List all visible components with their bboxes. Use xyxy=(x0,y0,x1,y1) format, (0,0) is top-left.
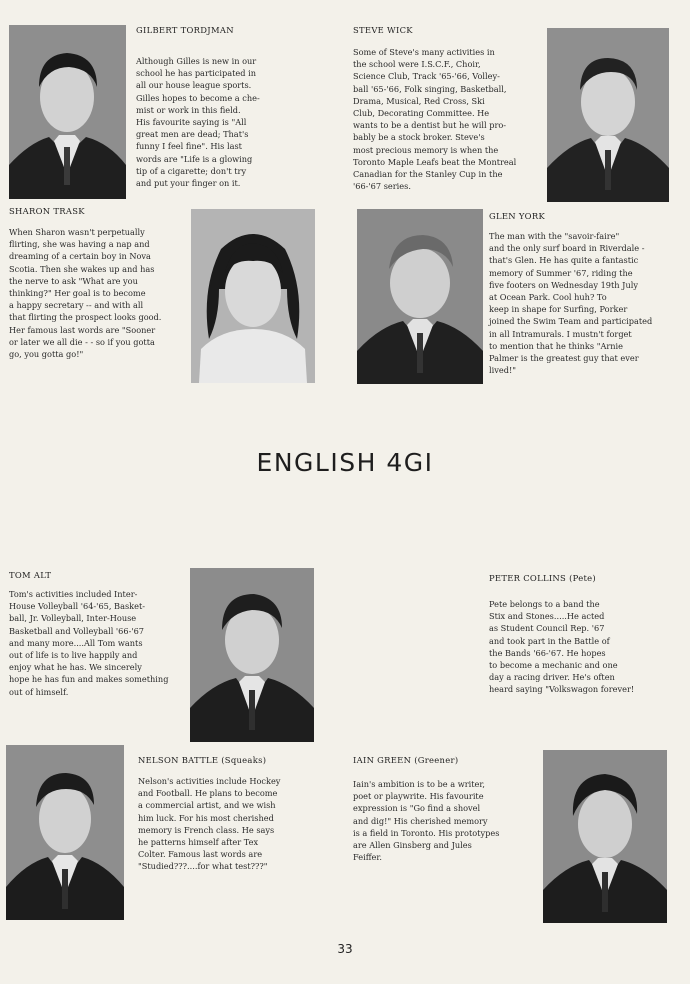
portrait-photo-sharon xyxy=(191,209,315,383)
student-name: GILBERT TORDJMAN xyxy=(136,25,234,35)
portrait-photo-gilbert xyxy=(9,25,126,199)
student-bio: Iain's ambition is to be a writer, poet or playwrite. His favourite expression is "Go find a shovel and dig!" His cherished memory is a field in Toronto. His prototypes are Allen Ginsberg and Jules Feiffer. xyxy=(353,779,500,863)
student-bio: When Sharon wasn't perpetually flirting, she was having a nap and dreaming of a certain boy in Nova Scotia. Then she wakes up and has the nerve to ask "What are you thinking?" Her goal is to become a happy secretary -- and with all that flirting the prospect looks good. Her famous last words are "Sooner or later we all die - - so if you gotta go, you gotta go!" xyxy=(9,227,162,360)
student-name xyxy=(489,573,596,583)
portrait-photo-steve xyxy=(547,28,669,202)
student-name: STEVE WICK xyxy=(353,25,413,35)
student-bio: Pete belongs to a band the Stix and Stones.....He acted as Student Council Rep. '67 and took part in the Battle of the Bands '66-'67. He hopes to become a mechanic and one day a racing driver. He's often heard saying "Volkswagon forever! xyxy=(489,599,635,695)
student-bio: Some of Steve's many activities in the school were I.S.C.F., Choir, Science Club, Track '65-'66, Volley- ball '65-'66, Folk singing, Basketball, Drama, Musical, Red Cross, Ski Club, Decorating Committee. He wants to be a dentist but he will pro- bably be a stock broker. Steve's most precious memory is when the Toronto Maple Leafs beat the Montreal Canadian for the Stanley Cup in the '66-'67 series. xyxy=(353,47,517,192)
student-bio: Nelson's activities include Hockey and Football. He plans to become a commercial artist, and we wish him luck. For his most cherished memory is French class. He says he patterns himself after Tex Colter. Famous last words are "Studied???....for what test???" xyxy=(138,776,281,872)
student-name: SHARON TRASK xyxy=(9,206,85,216)
portrait-photo-tom xyxy=(190,568,314,742)
page-heading: ENGLISH 4GI xyxy=(256,448,434,477)
student-name-text: PETER COLLINS xyxy=(489,573,567,583)
portrait-photo-nelson xyxy=(6,745,124,920)
student-nickname: (Squeaks) xyxy=(221,755,267,765)
student-name: TOM ALT xyxy=(9,570,52,580)
student-name-text: IAIN GREEN xyxy=(353,755,412,765)
student-bio: The man with the "savoir-faire" and the only surf board in Riverdale - that's Glen. He has quite a fantastic memory of Summer '67, riding the five footers on Wednesday 19th July at Ocean Park. Cool huh? To keep in shape for Surfing, Porker joined the Swim Team and participated in all Intramurals. I mustn't forget to mention that he thinks "Arnie Palmer is the greatest guy that ever lived!" xyxy=(489,231,653,376)
student-name xyxy=(353,755,458,765)
student-name xyxy=(138,755,266,765)
student-bio: Although Gilles is new in our school he has participated in all our house league sports. Gilles hopes to become a che- mist or work in this field. His favourite saying is "All great men are dead; That's funny I feel fine". His last words are "Life is a glowing tip of a cigarette; don't try and put your finger on it. xyxy=(136,56,260,189)
student-bio: Tom's activities included Inter- House Volleyball '64-'65, Basket- ball, Jr. Volleyball, Inter-House Basketball and Volleyball '66-'67 and many more....All Tom wants out of life is to live happily and enjoy what he has. We sincerely hope he has fun and makes something out of himself. xyxy=(9,589,169,697)
page-number: 33 xyxy=(337,942,353,956)
portrait-photo-glen xyxy=(357,209,483,384)
portrait-photo-iain xyxy=(543,750,667,923)
student-name-text: NELSON BATTLE xyxy=(138,755,219,765)
student-name: GLEN YORK xyxy=(489,211,546,221)
student-nickname: (Greener) xyxy=(414,755,459,765)
student-nickname: (Pete) xyxy=(569,573,596,583)
